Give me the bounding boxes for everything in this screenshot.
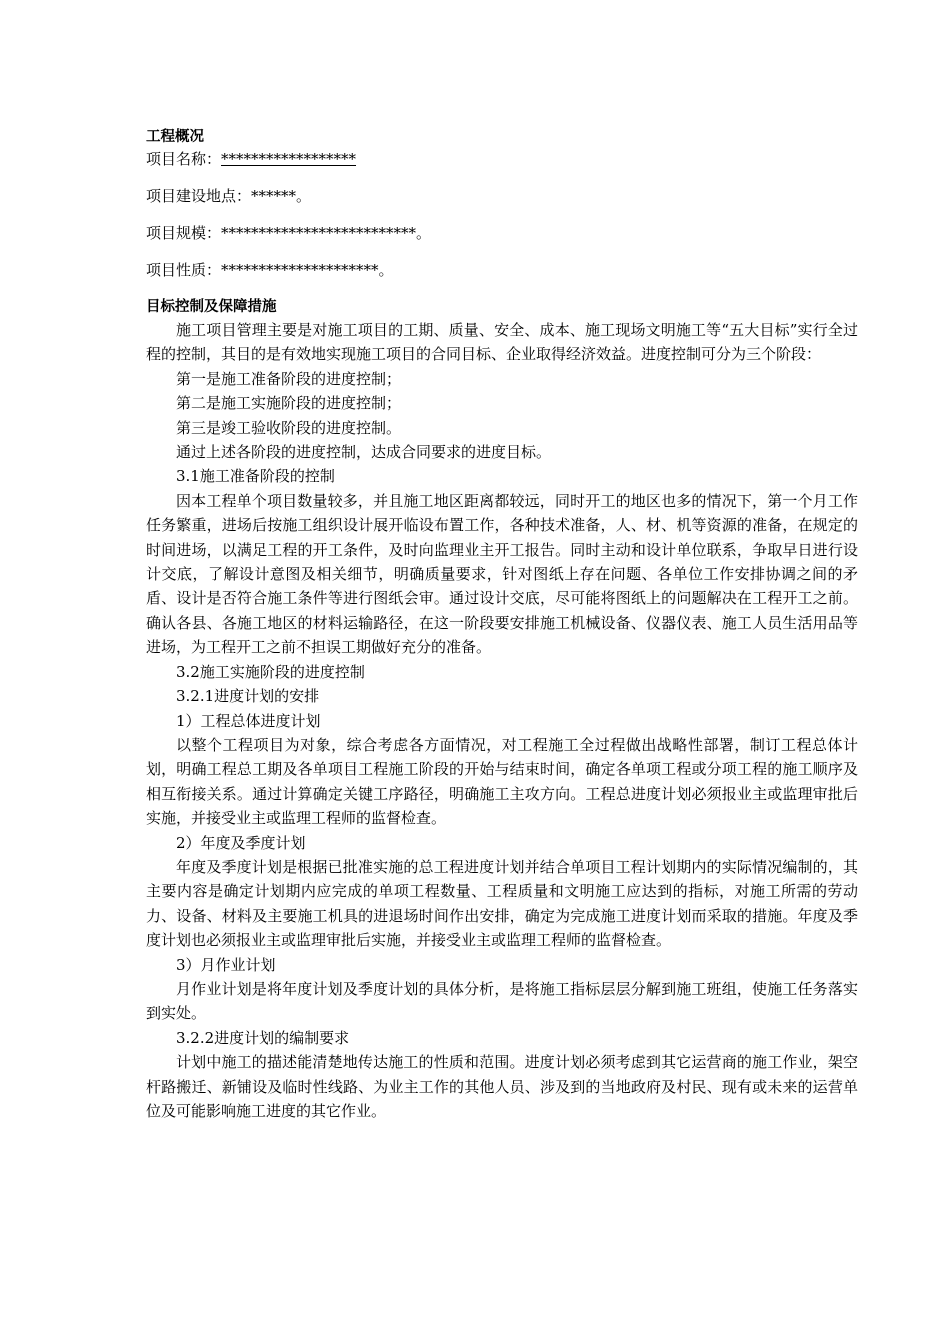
scale-label: 项目规模： xyxy=(146,224,222,242)
section-3-2-2-body: 计划中施工的描述能清楚地传达施工的性质和范围。进度计划必须考虑到其它运营商的施工作业，架空杆路搬迁、新铺设及临时性线路、为业主工作的其他人员、涉及到的当地政府及村民、现有或未来的运营单位及可能影响施工进度的其它作业。 xyxy=(146,1053,858,1120)
location-value: ******。 xyxy=(251,187,312,205)
location-label: 项目建设地点： xyxy=(146,187,252,205)
location-line xyxy=(146,185,858,207)
nature-value: *********************。 xyxy=(221,261,394,279)
project-name-line xyxy=(146,148,858,170)
project-name-label: 项目名称： xyxy=(146,150,222,168)
control-summary: 通过上述各阶段的进度控制，达成合同要求的进度目标。 xyxy=(176,443,552,462)
section-3-2-1-title: 3.2.1进度计划的安排 xyxy=(176,687,320,706)
scale-value: **************************。 xyxy=(221,224,432,242)
nature-line xyxy=(146,259,858,281)
nature-label: 项目性质： xyxy=(146,261,222,279)
overview-heading: 工程概况 xyxy=(146,129,204,145)
plan-3-title: 3）月作业计划 xyxy=(176,955,276,974)
stage-1: 第一是施工准备阶段的进度控制； xyxy=(176,369,402,388)
document-content xyxy=(146,126,858,1123)
control-intro: 施工项目管理主要是对施工项目的工期、质量、安全、成本、施工现场文明施工等“五大目标”实行全过程的控制，其目的是有效地实现施工项目的合同目标、企业取得经济效益。进度控制可分为三个阶段： xyxy=(146,321,858,364)
scale-line xyxy=(146,222,858,244)
plan-2-title: 2）年度及季度计划 xyxy=(176,833,306,852)
section-3-2-title: 3.2施工实施阶段的进度控制 xyxy=(176,662,365,681)
control-heading: 目标控制及保障措施 xyxy=(146,299,277,315)
project-name-value: ****************** xyxy=(221,150,357,168)
section-3-1-body: 因本工程单个项目数量较多，并且施工地区距离都较远，同时开工的地区也多的情况下，第一个月工作任务繁重，进场后按施工组织设计展开临设布置工作，各种技术准备，人、材、机等资源的准备，在规定的时间进场，以满足工程的开工条件，及时向监理业主开工报告。同时主动和设计单位联系，争取早日进行设计交底，了解设计意图及相关细节，明确质量要求，针对图纸上存在问题、各单位工作安排协调之间的矛盾、设计是否符合施工条件等进行图纸会审。通过设计交底，尽可能将图纸上的问题解决在工程开工之前。确认各县、各施工地区的材料运输路径，在这一阶段要安排施工机械设备、仪器仪表、施工人员生活用品等进场，为工程开工之前不担误工期做好充分的准备。 xyxy=(146,491,858,657)
plan-1-body: 以整个工程项目为对象，综合考虑各方面情况，对工程施工全过程做出战略性部署，制订工程总体计划，明确工程总工期及各单项目工程施工阶段的开始与结束时间，确定各单项工程或分项工程的施工顺序及相互衔接关系。通过计算确定关键工序路径，明确施工主攻方向。工程总进度计划必须报业主或监理审批后实施，并接受业主或监理工程师的监督检查。 xyxy=(146,735,858,828)
plan-3-body: 月作业计划是将年度计划及季度计划的具体分析，是将施工指标层层分解到施工班组，使施工任务落实到实处。 xyxy=(146,979,858,1023)
plan-1-title: 1）工程总体进度计划 xyxy=(176,711,321,730)
stage-2: 第二是施工实施阶段的进度控制； xyxy=(176,394,402,413)
section-3-2-2-title: 3.2.2进度计划的编制要求 xyxy=(176,1028,350,1047)
stage-3: 第三是竣工验收阶段的进度控制。 xyxy=(176,418,402,437)
section-3-1-title: 3.1施工准备阶段的控制 xyxy=(176,467,335,486)
plan-2-body: 年度及季度计划是根据已批准实施的总工程进度计划并结合单项目工程计划期内的实际情况编制的，其主要内容是确定计划期内应完成的单项工程数量、工程质量和文明施工应达到的指标，对施工所需的劳动力、设备、材料及主要施工机具的进退场时间作出安排，确定为完成施工进度计划而采取的措施。年度及季度计划也必须报业主或监理审批后实施，并接受业主或监理工程师的监督检查。 xyxy=(146,857,858,950)
